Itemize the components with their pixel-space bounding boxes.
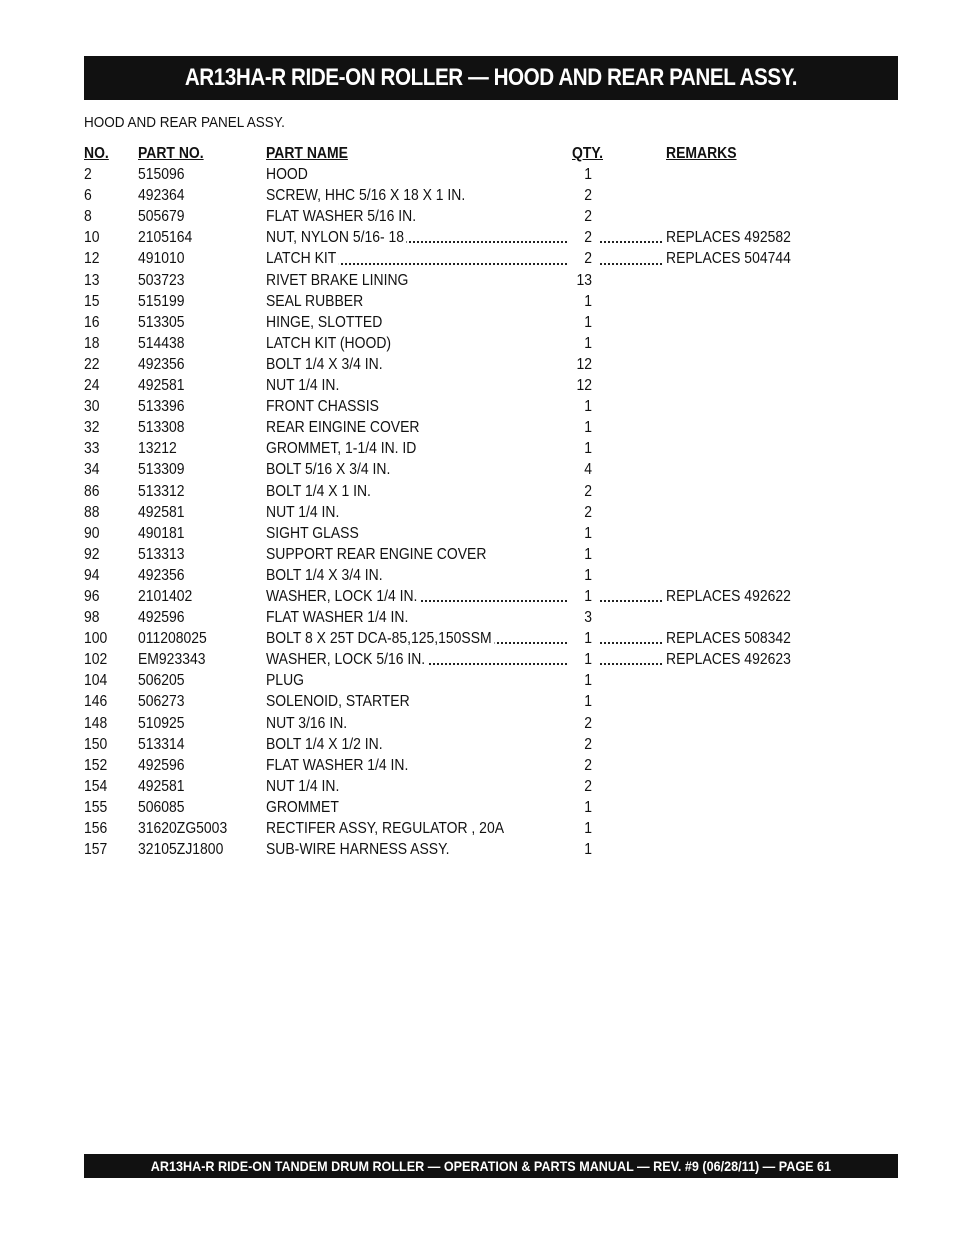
row-qty: 1	[584, 566, 592, 584]
row-part-no: 515096	[138, 166, 185, 184]
row-qty: 2	[569, 227, 592, 248]
row-part-name: NUT, NYLON 5/16- 18	[266, 227, 407, 248]
table-row	[84, 776, 844, 797]
row-qty: 1	[584, 419, 592, 437]
row-part-no: 32105ZJ1800	[138, 841, 224, 859]
table-row	[84, 270, 844, 291]
row-qty: 1	[584, 524, 592, 542]
row-part-no: 492356	[138, 355, 185, 373]
row-part-name: BOLT 8 X 25T DCA-85,125,150SSM	[266, 628, 494, 649]
row-part-no: 513305	[138, 313, 185, 331]
dot-leader	[600, 263, 662, 265]
row-no: 22	[84, 355, 100, 373]
row-part-name: HINGE, SLOTTED	[266, 313, 383, 331]
table-row	[84, 649, 844, 670]
table-body	[84, 164, 844, 860]
row-no: 157	[84, 841, 108, 859]
row-part-no: 506205	[138, 672, 185, 690]
row-remarks: REPLACES 492622	[666, 587, 791, 605]
row-part-name: REAR EINGINE COVER	[266, 419, 420, 437]
row-no: 33	[84, 440, 100, 458]
table-row	[84, 523, 844, 544]
table-row	[84, 164, 844, 185]
table-row	[84, 628, 844, 649]
table-row	[84, 375, 844, 396]
row-qty: 12	[576, 355, 592, 373]
row-qty: 1	[584, 398, 592, 416]
row-no: 96	[84, 587, 100, 605]
row-part-name: SOLENOID, STARTER	[266, 693, 410, 711]
row-no: 6	[84, 187, 92, 205]
row-qty: 1	[584, 166, 592, 184]
row-qty: 1	[584, 440, 592, 458]
col-header-no: NO.	[84, 145, 109, 162]
row-no: 30	[84, 398, 100, 416]
row-qty: 12	[576, 377, 592, 395]
row-part-no: 510925	[138, 714, 185, 732]
table-row	[84, 481, 844, 502]
row-part-no: 492364	[138, 187, 185, 205]
row-part-name: BOLT 1/4 X 1/2 IN.	[266, 735, 383, 753]
row-part-no: 515199	[138, 292, 185, 310]
table-row	[84, 839, 844, 860]
row-part-no: 492356	[138, 566, 185, 584]
row-part-name: WASHER, LOCK 5/16 IN.	[266, 649, 428, 670]
row-no: 152	[84, 756, 108, 774]
row-part-no: 513396	[138, 398, 185, 416]
row-qty: 1	[584, 841, 592, 859]
table-row	[84, 586, 844, 607]
row-no: 13	[84, 271, 100, 289]
row-part-no: EM923343	[138, 651, 206, 669]
row-qty: 1	[569, 649, 592, 670]
table-row	[84, 185, 844, 206]
dot-leader	[600, 663, 662, 665]
row-part-name: GROMMET, 1-1/4 IN. ID	[266, 440, 417, 458]
table-row	[84, 670, 844, 691]
page-title-bar	[84, 56, 898, 100]
row-qty: 1	[584, 545, 592, 563]
row-no: 88	[84, 503, 100, 521]
dot-leader	[600, 241, 662, 243]
row-no: 16	[84, 313, 100, 331]
row-no: 98	[84, 609, 100, 627]
row-part-name: PLUG	[266, 672, 304, 690]
table-row	[84, 333, 844, 354]
row-qty: 1	[584, 334, 592, 352]
table-row	[84, 354, 844, 375]
row-qty: 1	[569, 628, 592, 649]
row-part-no: 503723	[138, 271, 185, 289]
row-qty: 1	[569, 586, 592, 607]
row-no: 12	[84, 250, 100, 268]
row-part-no: 491010	[138, 250, 185, 268]
row-part-name: LATCH KIT (HOOD)	[266, 334, 392, 352]
row-qty: 2	[584, 187, 592, 205]
table-row	[84, 607, 844, 628]
row-part-name: GROMMET	[266, 798, 339, 816]
row-qty: 2	[569, 248, 592, 269]
dot-leader	[600, 600, 662, 602]
section-subtitle: HOOD AND REAR PANEL ASSY.	[84, 114, 285, 131]
row-part-no: 513314	[138, 735, 185, 753]
row-no: 24	[84, 377, 100, 395]
row-qty: 1	[584, 820, 592, 837]
row-part-name: WASHER, LOCK 1/4 IN.	[266, 586, 420, 607]
table-row	[84, 818, 844, 839]
row-part-name: BOLT 1/4 X 3/4 IN.	[266, 355, 383, 373]
row-no: 2	[84, 166, 92, 184]
row-no: 104	[84, 672, 108, 690]
row-part-no: 513312	[138, 482, 185, 500]
table-row	[84, 206, 844, 227]
row-qty: 2	[584, 756, 592, 774]
row-part-no: 513313	[138, 545, 185, 563]
row-no: 34	[84, 461, 100, 479]
row-part-no: 513309	[138, 461, 185, 479]
table-row	[84, 734, 844, 755]
row-part-name: FRONT CHASSIS	[266, 398, 379, 416]
row-qty: 1	[584, 313, 592, 331]
row-qty: 1	[584, 693, 592, 711]
row-part-name: HOOD	[266, 166, 308, 184]
row-part-name: SIGHT GLASS	[266, 524, 359, 542]
row-qty: 13	[576, 271, 592, 289]
row-no: 155	[84, 798, 108, 816]
dot-leader	[600, 642, 662, 644]
row-part-no: 492581	[138, 503, 185, 521]
page-footer-bar	[84, 1154, 898, 1178]
row-no: 94	[84, 566, 100, 584]
table-row	[84, 417, 844, 438]
page-footer: AR13HA-R RIDE-ON TANDEM DRUM ROLLER — OPERATION & PARTS MANUAL — REV. #9 (06/28/11) — PAGE 61	[150, 1158, 832, 1174]
row-no: 92	[84, 545, 100, 563]
row-qty: 2	[584, 735, 592, 753]
table-row	[84, 713, 844, 734]
col-header-remarks: REMARKS	[666, 145, 737, 162]
table-row	[84, 312, 844, 333]
row-no: 8	[84, 208, 92, 226]
row-part-no: 492596	[138, 609, 185, 627]
row-part-name: BOLT 1/4 X 3/4 IN.	[266, 566, 383, 584]
row-qty: 1	[584, 798, 592, 816]
col-header-part-no: PART NO.	[138, 145, 204, 162]
row-no: 100	[84, 630, 108, 648]
row-part-name: LATCH KIT	[266, 248, 339, 269]
col-header-part-name: PART NAME	[266, 145, 348, 162]
row-part-name: NUT 1/4 IN.	[266, 777, 340, 795]
row-qty: 2	[584, 482, 592, 500]
row-part-no: 492581	[138, 377, 185, 395]
row-no: 146	[84, 693, 108, 711]
row-remarks: REPLACES 508342	[666, 630, 791, 648]
row-part-no: 492581	[138, 777, 185, 795]
row-no: 154	[84, 777, 108, 795]
row-no: 156	[84, 820, 108, 837]
row-no: 86	[84, 482, 100, 500]
row-no: 150	[84, 735, 108, 753]
row-qty: 3	[584, 609, 592, 627]
row-part-no: 2105164	[138, 229, 193, 247]
row-part-no: 514438	[138, 334, 185, 352]
row-part-no: 2101402	[138, 587, 193, 605]
table-row	[84, 502, 844, 523]
row-part-name: SUB-WIRE HARNESS ASSY.	[266, 841, 450, 859]
row-qty: 2	[584, 503, 592, 521]
row-remarks: REPLACES 492582	[666, 229, 791, 247]
row-part-no: 011208025	[138, 630, 207, 648]
row-part-no: 31620ZG5003	[138, 820, 228, 837]
row-part-name: FLAT WASHER 1/4 IN.	[266, 609, 409, 627]
table-row	[84, 438, 844, 459]
table-row	[84, 248, 844, 269]
table-row	[84, 396, 844, 417]
page-title: AR13HA-R RIDE-ON ROLLER — HOOD AND REAR PANEL ASSY.	[184, 64, 798, 91]
row-part-name: RIVET BRAKE LINING	[266, 271, 409, 289]
row-remarks: REPLACES 492623	[666, 651, 791, 669]
row-part-name: NUT 1/4 IN.	[266, 503, 340, 521]
row-qty: 1	[584, 672, 592, 690]
row-no: 15	[84, 292, 100, 310]
row-part-name: NUT 3/16 IN.	[266, 714, 348, 732]
row-no: 148	[84, 714, 108, 732]
row-qty: 2	[584, 714, 592, 732]
row-qty: 1	[584, 292, 592, 310]
row-no: 10	[84, 229, 100, 247]
table-row	[84, 755, 844, 776]
row-no: 18	[84, 334, 100, 352]
row-part-no: 13212	[138, 440, 177, 458]
table-row	[84, 797, 844, 818]
table-header-row	[84, 143, 844, 164]
row-part-name: BOLT 5/16 X 3/4 IN.	[266, 461, 391, 479]
row-part-no: 513308	[138, 419, 185, 437]
parts-table	[84, 143, 844, 860]
row-part-name: FLAT WASHER 5/16 IN.	[266, 208, 417, 226]
row-no: 90	[84, 524, 100, 542]
table-row	[84, 459, 844, 480]
row-no: 32	[84, 419, 100, 437]
col-header-qty: QTY.	[572, 145, 604, 162]
row-part-name: SEAL RUBBER	[266, 292, 364, 310]
table-row	[84, 544, 844, 565]
row-part-name: FLAT WASHER 1/4 IN.	[266, 756, 409, 774]
row-qty: 2	[584, 777, 592, 795]
row-remarks: REPLACES 504744	[666, 250, 791, 268]
table-row	[84, 291, 844, 312]
row-part-no: 506085	[138, 798, 185, 816]
row-part-no: 506273	[138, 693, 185, 711]
row-part-name: SUPPORT REAR ENGINE COVER	[266, 545, 487, 563]
row-part-no: 492596	[138, 756, 185, 774]
table-row	[84, 565, 844, 586]
row-no: 102	[84, 651, 108, 669]
table-row	[84, 691, 844, 712]
row-part-name: BOLT 1/4 X 1 IN.	[266, 482, 371, 500]
table-row	[84, 227, 844, 248]
row-part-name: SCREW, HHC 5/16 X 18 X 1 IN.	[266, 187, 466, 205]
row-qty: 2	[584, 208, 592, 226]
row-part-name: NUT 1/4 IN.	[266, 377, 340, 395]
row-part-name: RECTIFER ASSY, REGULATOR , 20A	[266, 820, 505, 837]
row-part-no: 505679	[138, 208, 185, 226]
row-part-no: 490181	[138, 524, 185, 542]
row-qty: 4	[584, 461, 592, 479]
